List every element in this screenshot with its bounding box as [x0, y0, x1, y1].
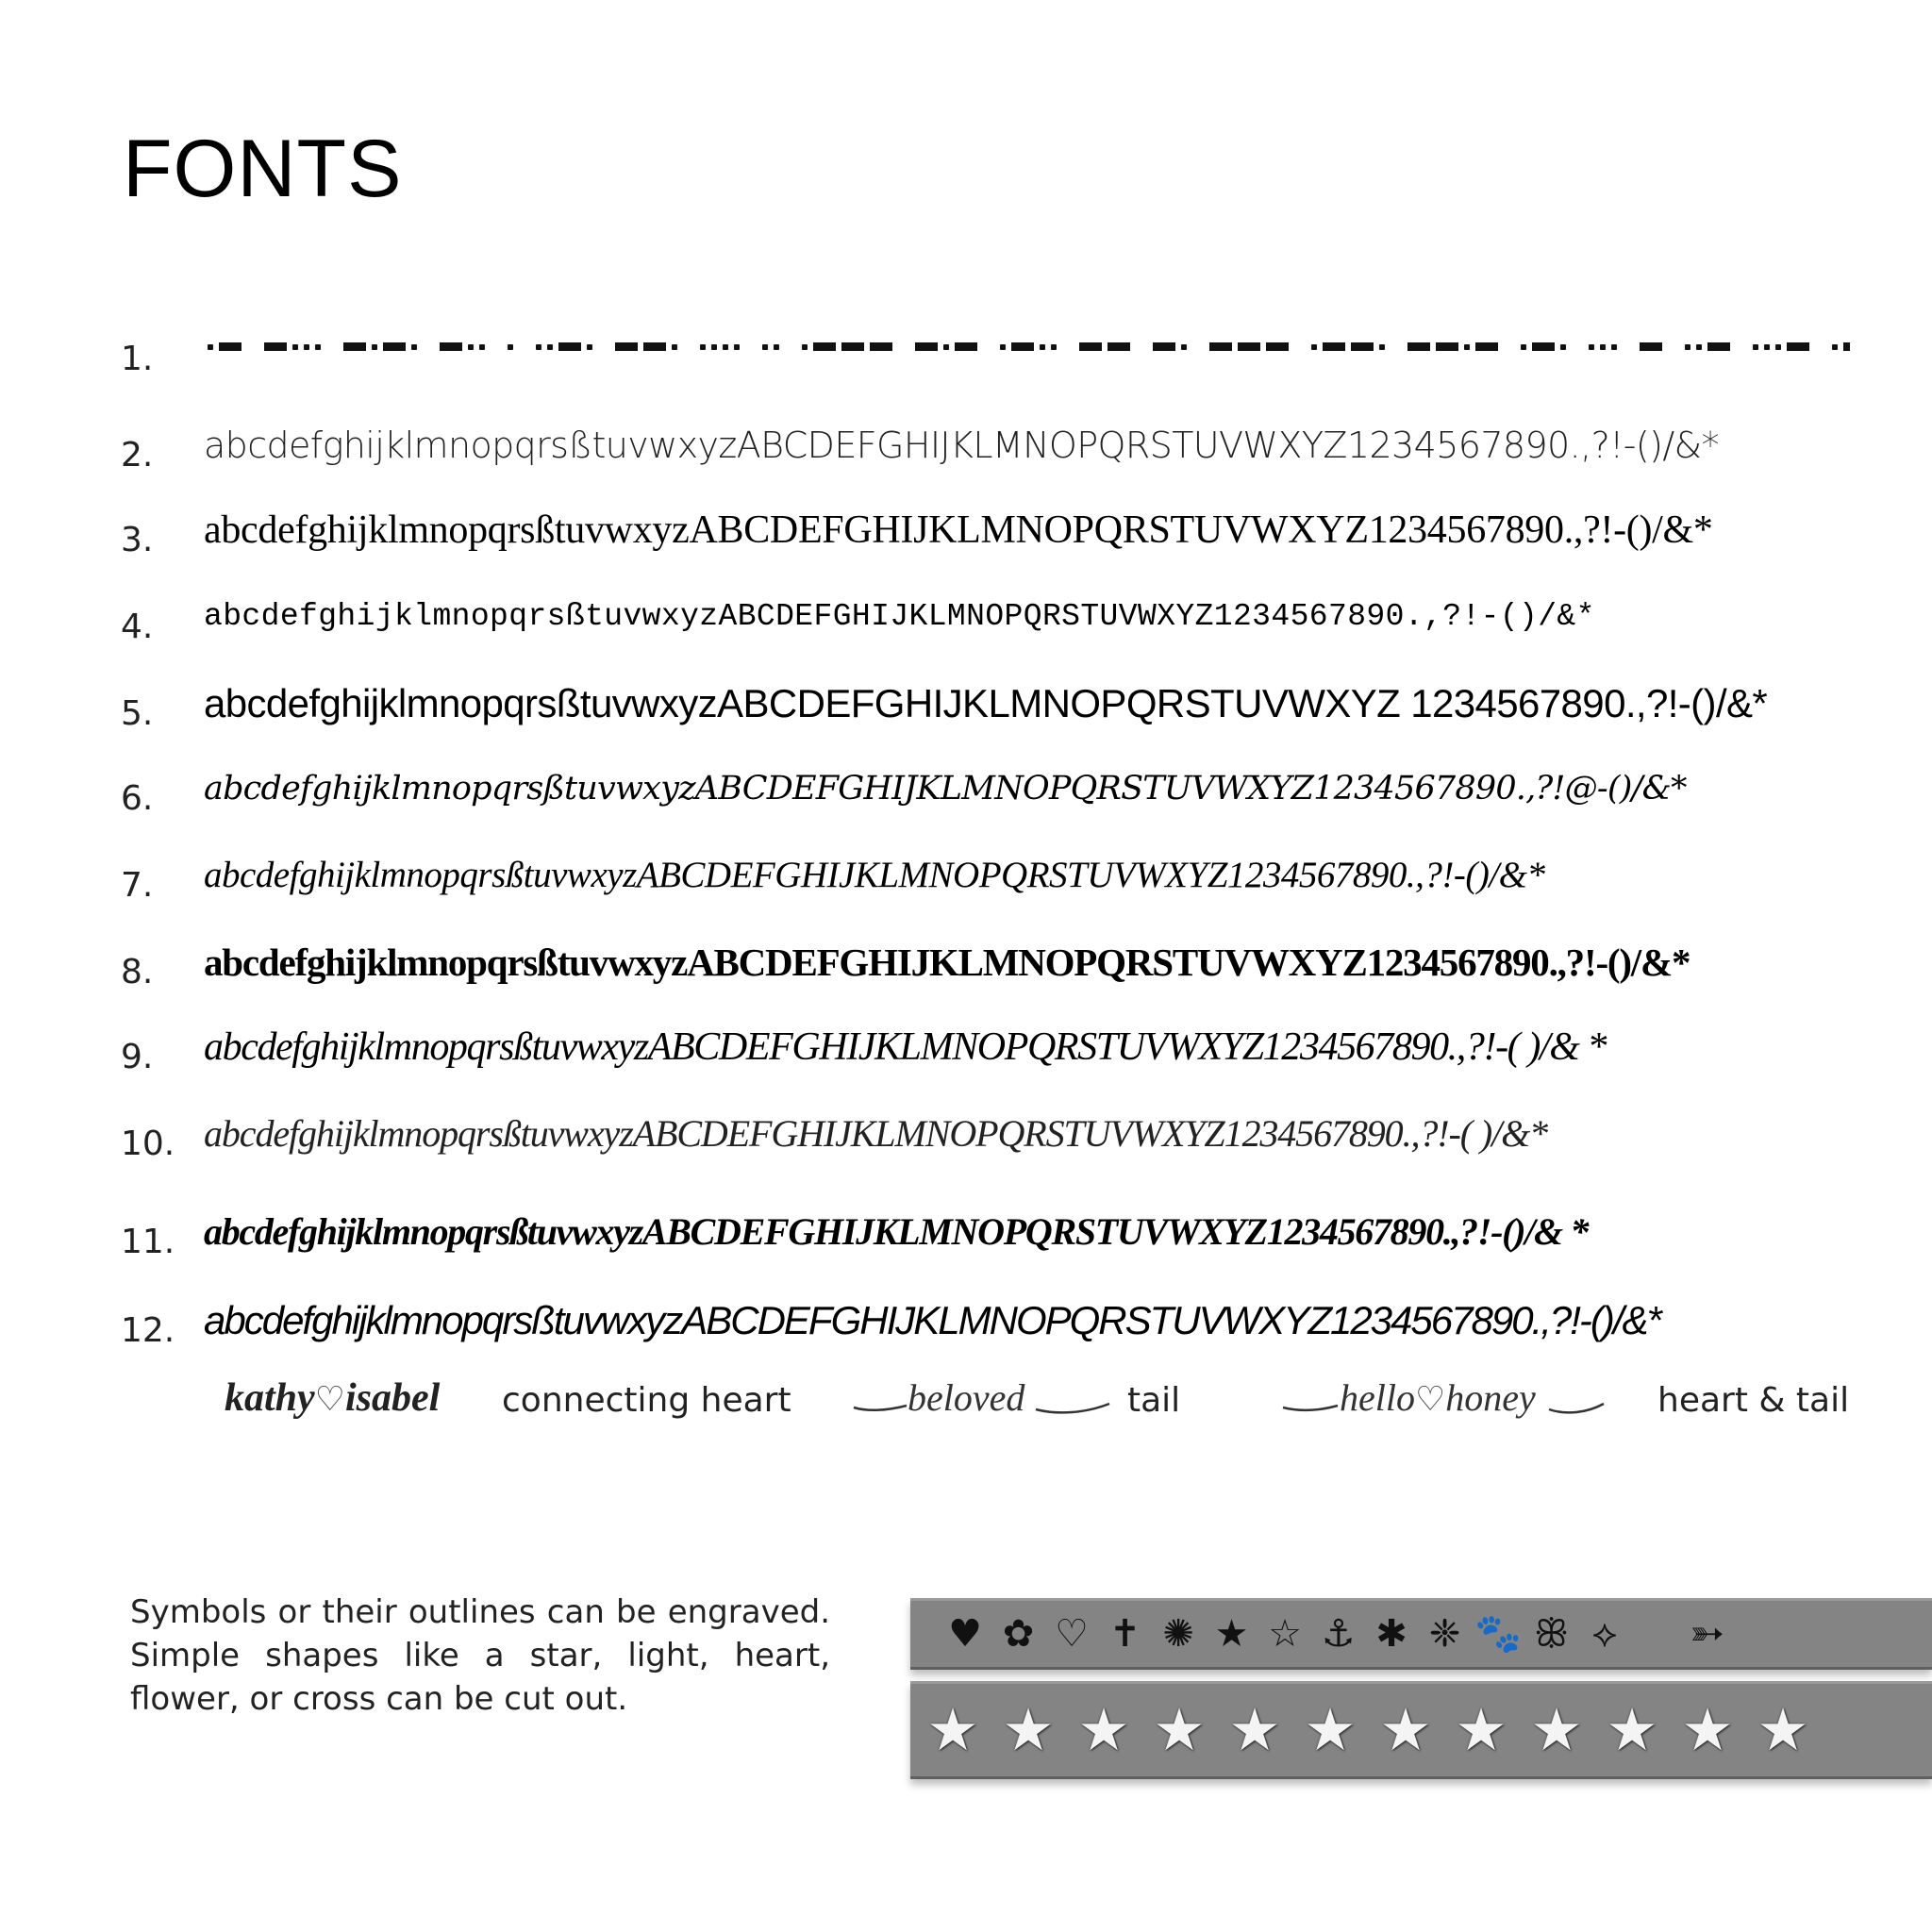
font-number: 3. — [121, 521, 154, 559]
font-number: 1. — [121, 340, 154, 378]
sun-burst-icon: ✺ — [1162, 1612, 1194, 1656]
star-cutout-icon: ★ — [1002, 1695, 1055, 1764]
font-number: 9. — [121, 1038, 154, 1076]
font-row-1 — [0, 311, 1932, 387]
font-row-3 — [0, 492, 1932, 568]
star-outline-icon: ☆ — [1268, 1612, 1302, 1656]
heart-tail-swash-right-icon — [1547, 1396, 1606, 1419]
font-sample: abcdefghijklmnopqrsßtuvwxyzABCDEFGHIJKLMNOPQRSTUVWXYZ1234567890.,?!-()/& * — [204, 1210, 1589, 1253]
font-row-9 — [0, 1009, 1932, 1085]
star-cutout-icon: ★ — [1757, 1695, 1809, 1764]
font-number: 5. — [121, 694, 154, 733]
font-sample: abcdefghijklmnopqrsßtuvwxyzABCDEFGHIJKLMNOPQRSTUVWXYZ1234567890.,?!-( )/&* — [204, 1112, 1547, 1155]
font-sample: abcdefghijklmnopqrsßtuvwxyzABCDEFGHIJKLMNOPQRSTUVWXYZ1234567890.,?!@-()/&* — [204, 770, 1687, 808]
paw-icon: 🐾 — [1474, 1612, 1522, 1656]
heart-tail-label: heart & tail — [1657, 1381, 1850, 1420]
font-row-2 — [0, 408, 1932, 483]
anchor-icon: ⚓ — [1321, 1612, 1356, 1656]
tail-example: beloved — [908, 1376, 1025, 1419]
star-filled-icon: ★ — [1214, 1612, 1249, 1656]
heart-outline-icon: ♡ — [1414, 1380, 1446, 1418]
font-number: 8. — [121, 953, 154, 991]
heart-filled-icon: ♥ — [948, 1612, 982, 1656]
font-sample: abcdefghijklmnopqrsßtuvwxyzABCDEFGHIJKLMNOPQRSTUVWXYZ1234567890.,?!-()/&* — [204, 508, 1713, 552]
medical-star-outline-icon: ❈ — [1428, 1612, 1461, 1656]
font-number: 2. — [121, 436, 154, 475]
star-cutout-icon: ★ — [1304, 1695, 1357, 1764]
butterfly-icon: ꕥ — [1533, 1612, 1570, 1656]
engraving-note: Symbols or their outlines can be engraved. Simple shapes like a star, light, heart, flower, or cross can be cut out. — [130, 1593, 830, 1718]
font-number: 6. — [121, 779, 154, 818]
font-sample: abcdefghijklmnopqrsßtuvwxyzABCDEFGHIJKLMNOPQRSTUVWXYZ1234567890.,?!-()/&* — [204, 855, 1545, 895]
star-cutout-icon: ★ — [1077, 1695, 1130, 1764]
script-examples — [0, 1358, 1932, 1443]
star-cutout-icon: ★ — [1379, 1695, 1432, 1764]
star-cutout-icon: ★ — [1681, 1695, 1734, 1764]
connecting-heart-label: connecting heart — [502, 1381, 791, 1420]
symbol-strip — [910, 1598, 1932, 1670]
star-cutout-icon: ★ — [926, 1695, 979, 1764]
star-cutout-icon: ★ — [1530, 1695, 1583, 1764]
font-row-10 — [0, 1096, 1932, 1172]
medical-star-filled-icon: ✱ — [1375, 1612, 1407, 1656]
font-number: 11. — [121, 1223, 175, 1261]
flower-icon: ✿ — [1002, 1612, 1035, 1656]
morse-font-sample — [204, 330, 1850, 368]
star-cutout-icon: ★ — [1228, 1695, 1281, 1764]
star-cutout-icon: ★ — [1606, 1695, 1658, 1764]
font-number: 4. — [121, 608, 154, 646]
font-row-7 — [0, 838, 1932, 913]
heart-outline-icon: ♡ — [1055, 1612, 1089, 1656]
font-number: 7. — [121, 866, 154, 905]
font-sample: abcdefghijklmnopqrsßtuvwxyzABCDEFGHIJKLMNOPQRSTUVWXYZ1234567890.,?!-()/&* — [204, 425, 1719, 466]
example-word-1: hello — [1340, 1376, 1415, 1419]
font-row-6 — [0, 751, 1932, 826]
connecting-heart-example — [225, 1375, 440, 1421]
star-cutout-icon: ★ — [1455, 1695, 1507, 1764]
page-title: FONTS — [123, 124, 403, 214]
font-number: 12. — [121, 1311, 175, 1350]
example-name-1: kathy — [225, 1376, 315, 1420]
example-name-2: isabel — [344, 1376, 441, 1420]
heart-tail-example — [1340, 1375, 1536, 1420]
font-sample: abcdefghijklmnopqrsßtuvwxyzABCDEFGHIJKLMNOPQRSTUVWXYZ1234567890.,?!-()/&* — [204, 941, 1690, 984]
heart-outline-icon: ♡ — [314, 1380, 345, 1418]
font-sample: abcdefghijklmnopqrsßtuvwxyzABCDEFGHIJKLMNOPQRSTUVWXYZ 1234567890.,?!-()/&* — [204, 681, 1768, 725]
cross-icon: ✝ — [1108, 1612, 1141, 1656]
font-sample: abcdefghijklmnopqrsßtuvwxyzABCDEFGHIJKLMNOPQRSTUVWXYZ1234567890.,?!-( )/& * — [204, 1025, 1607, 1069]
arrow-icon: ➳ — [1690, 1609, 1724, 1657]
font-row-11 — [0, 1194, 1932, 1270]
heart-tail-swash-left-icon — [1281, 1398, 1340, 1417]
font-row-12 — [0, 1283, 1932, 1358]
tail-swash-right-icon — [1034, 1396, 1111, 1419]
font-sample: abcdefghijklmnopqrsßtuvwxyzABCDEFGHIJKLMNOPQRSTUVWXYZ1234567890.,?!-()/&* — [204, 599, 1595, 634]
font-row-8 — [0, 924, 1932, 1000]
tail-swash-left-icon — [852, 1398, 908, 1417]
star-strip — [910, 1681, 1932, 1779]
font-row-5 — [0, 666, 1932, 741]
font-sample: abcdefghijklmnopqrsßtuvwxyzABCDEFGHIJKLMNOPQRSTUVWXYZ1234567890.,?!-()/&* — [204, 1298, 1660, 1342]
example-word-2: honey — [1445, 1376, 1536, 1419]
font-number: 10. — [121, 1124, 175, 1163]
tail-label: tail — [1127, 1381, 1181, 1420]
wings-icon: ⟡ — [1591, 1612, 1618, 1656]
star-cutout-icon: ★ — [1153, 1695, 1206, 1764]
font-row-4 — [0, 579, 1932, 655]
